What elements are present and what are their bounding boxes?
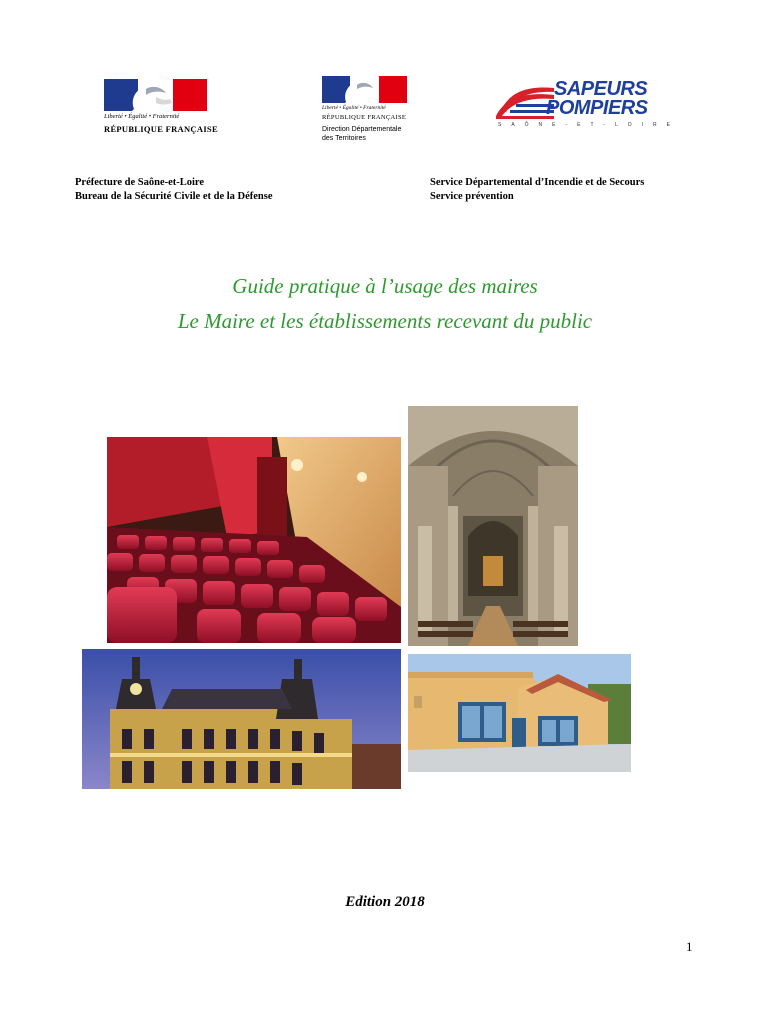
school-building-photo <box>408 654 631 772</box>
prefecture-motto: Liberté • Égalité • Fraternité <box>104 113 180 120</box>
marianne-flag-icon <box>322 76 407 103</box>
prefecture-logo <box>104 79 218 135</box>
sdis-subtitle: SAÔNE-ET-LOIRE <box>498 122 680 128</box>
prefecture-name: Préfecture de Saône-et-Loire <box>75 177 205 188</box>
church-nave-photo <box>408 406 578 646</box>
sdis-name: Service Départemental d’Incendie et de Secours <box>430 177 645 188</box>
ddt-republique-label: RÉPUBLIQUE FRANÇAISE <box>322 114 407 121</box>
ddt-line2: des Territoires <box>322 135 366 142</box>
sdis-word-pompiers: POMPIERS <box>546 97 648 119</box>
ddt-logo <box>322 76 422 146</box>
bureau-name: Bureau de la Sécurité Civile et de la Défense <box>75 191 273 202</box>
document-title-line1: Guide pratique à l’usage des maires <box>232 274 538 298</box>
ddt-motto: Liberté • Égalité • Fraternité <box>322 105 386 111</box>
document-title-line2: Le Maire et les établissements recevant du public <box>177 309 593 333</box>
marianne-flag-icon <box>104 79 207 111</box>
ddt-line1: Direction Départementale <box>322 126 402 133</box>
town-hall-photo <box>82 649 401 789</box>
prefecture-republique-label: RÉPUBLIQUE FRANÇAISE <box>104 124 218 134</box>
theatre-photo <box>107 437 401 643</box>
page-number: 1 <box>686 939 693 954</box>
edition-label: Edition 2018 <box>345 894 425 910</box>
header-right <box>430 176 644 204</box>
sdis-word-sapeurs: SAPEURS <box>554 78 648 100</box>
sdis-logo <box>496 78 680 130</box>
service-name: Service prévention <box>430 191 514 202</box>
header-left <box>75 176 273 204</box>
